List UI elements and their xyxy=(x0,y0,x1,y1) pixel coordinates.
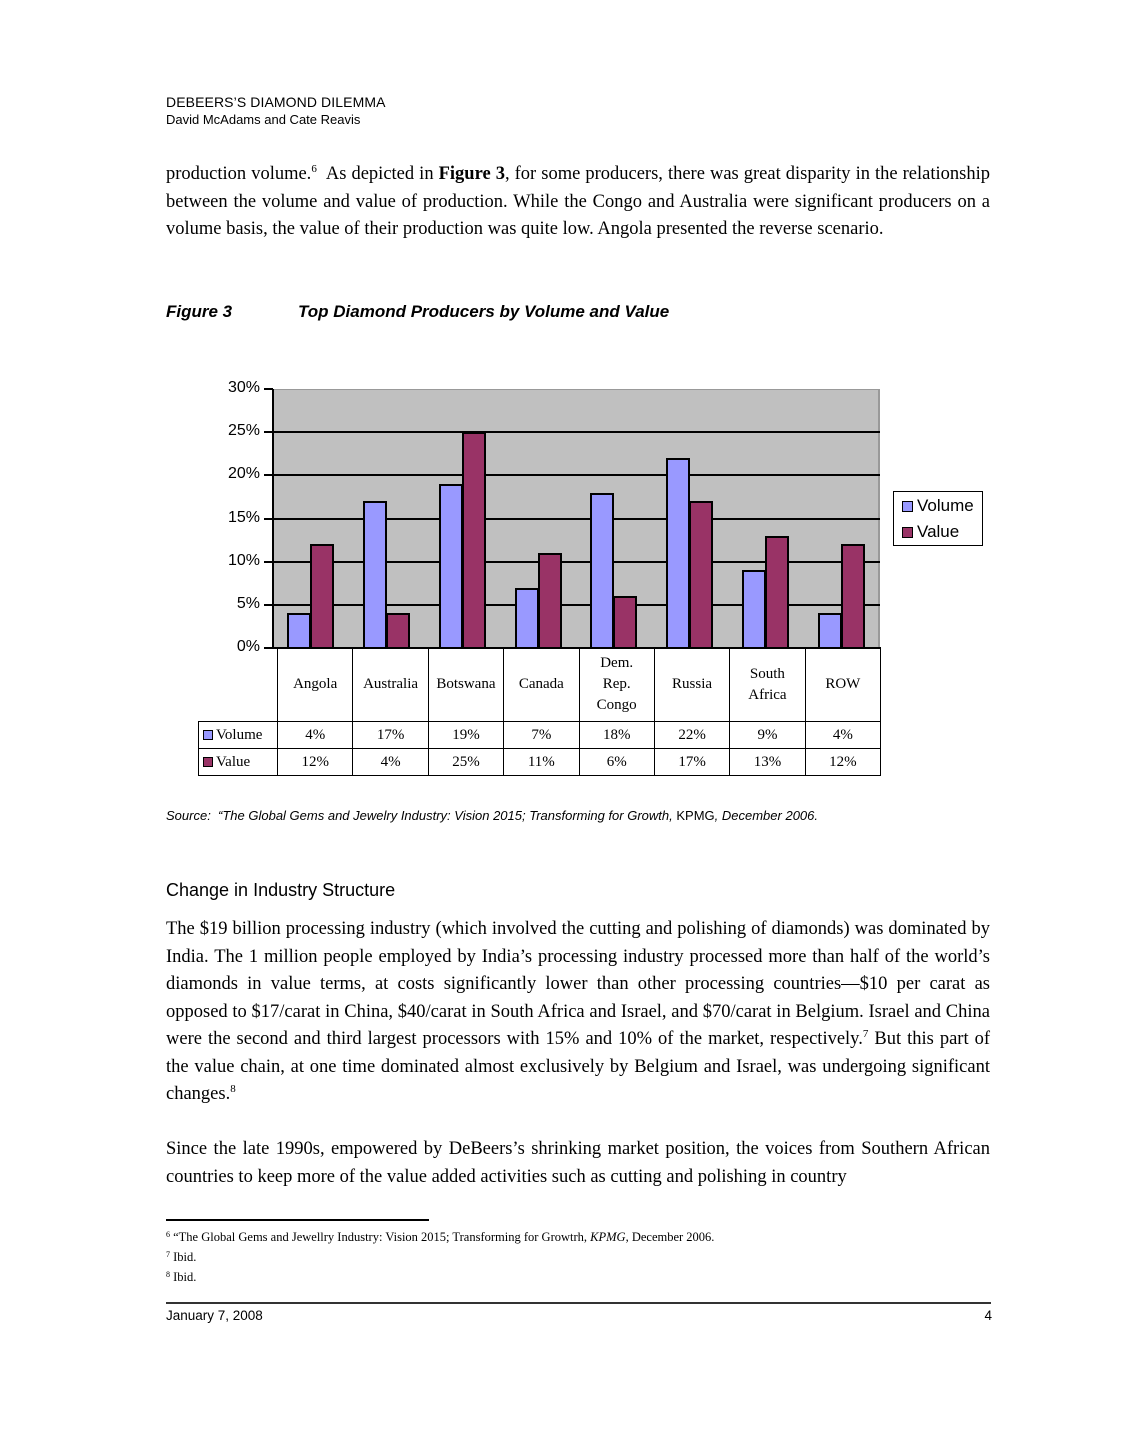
table-cell: 19% xyxy=(428,722,503,749)
intro-paragraph xyxy=(166,161,990,244)
category-label xyxy=(504,648,579,722)
figure-source xyxy=(166,808,818,823)
footnote-number: 8 xyxy=(166,1270,170,1279)
y-tick-label: 25% xyxy=(227,422,260,440)
legend-label-value: Value xyxy=(917,522,960,541)
footnote-ref-6[interactable]: 6 xyxy=(311,163,317,175)
source-org: KPMG xyxy=(676,808,715,823)
bar-value-row xyxy=(841,544,865,648)
paragraph-text-1: The $19 billion processing industry (which involved the cutting and polishing of diamonds) was dominated by India. The 1 million people employed by India’s processing industry processed more than half of the world’s diamonds in value terms, at costs significantly lower than other processing countries—$10 per carat as opposed to $17/carat in China, $40/carat in South Africa and Israel, and $70/carat in Belgium. Israel and China were the second and third largest processors with 15% and 10% of the market, respectively. xyxy=(166,919,990,1049)
table-cell: 13% xyxy=(730,749,805,776)
value-row xyxy=(199,749,881,776)
footer-rule xyxy=(166,1302,991,1304)
table-corner xyxy=(199,648,278,722)
bar-volume-dem-rep-congo xyxy=(590,493,614,648)
figure-title: Top Diamond Producers by Volume and Value xyxy=(298,302,670,321)
bar-value-south-africa xyxy=(765,536,789,648)
bar-volume-canada xyxy=(515,588,539,648)
footer-date: January 7, 2008 xyxy=(166,1308,263,1323)
footnote-publisher: KPMG xyxy=(590,1230,626,1244)
table-cell: 22% xyxy=(654,722,729,749)
legend-label-volume: Volume xyxy=(917,496,974,515)
section-paragraph-2: Since the late 1990s, empowered by DeBeers’s shrinking market position, the voices from Southern African countries to keep more of the value added activities such as cutting and polishing in country xyxy=(166,1139,990,1187)
value-swatch-icon xyxy=(902,527,913,538)
table-cell: 4% xyxy=(353,749,428,776)
table-cell: 4% xyxy=(805,722,880,749)
chart-legend xyxy=(893,491,983,546)
legend-item-value xyxy=(902,522,959,542)
footnote-number: 7 xyxy=(166,1250,170,1259)
bar-value-angola xyxy=(310,544,334,648)
footnote-text: “The Global Gems and Jewellry Industry: Vision 2015; Transforming for Growtrh, xyxy=(170,1230,591,1244)
footnote-number: 6 xyxy=(166,1230,170,1239)
volume-row-header xyxy=(199,722,278,749)
chart-data-table xyxy=(198,647,881,776)
table-cell: 18% xyxy=(579,722,654,749)
table-cell: 6% xyxy=(579,749,654,776)
bar-volume-australia xyxy=(363,501,387,648)
table-cell: 17% xyxy=(654,749,729,776)
bar-value-russia xyxy=(689,501,713,648)
paragraph-text-2: But this part of the value chain, at one time dominated almost exclusively by Belgium and Israel, was undergoing significant changes. xyxy=(166,1029,990,1104)
table-cell: 12% xyxy=(278,749,353,776)
table-cell: 17% xyxy=(353,722,428,749)
volume-swatch-icon xyxy=(902,501,913,512)
category-label xyxy=(730,648,805,722)
y-axis xyxy=(272,389,274,649)
y-tick-label: 5% xyxy=(236,594,260,612)
table-cell: 7% xyxy=(504,722,579,749)
document-authors: David McAdams and Cate Reavis xyxy=(166,112,361,127)
volume-swatch-icon xyxy=(203,730,213,740)
intro-text-3: , for some producers, there was great disparity in the relationship between the volume and value of production. While the Congo and Australia were significant producers on a volume basis, the value of their production was quite low. Angola presented the reverse scenario. xyxy=(166,164,990,239)
category-label-line: Angola xyxy=(293,676,338,692)
intro-text-1: production volume. xyxy=(166,164,312,184)
bars xyxy=(273,389,880,648)
category-label-line: Africa xyxy=(748,686,787,703)
figure-label: Figure 3 xyxy=(166,302,233,321)
bar-volume-south-africa xyxy=(742,570,766,648)
bar-volume-angola xyxy=(287,613,311,648)
table-cell: 9% xyxy=(730,722,805,749)
footnote-text: Ibid. xyxy=(170,1270,197,1284)
category-label xyxy=(654,648,729,722)
category-label xyxy=(579,648,654,722)
table-cell: 25% xyxy=(428,749,503,776)
footnote-text: Ibid. xyxy=(170,1250,197,1264)
intro-text-2: As depicted in xyxy=(316,164,439,184)
footnote-separator xyxy=(166,1219,429,1221)
footnote-date: , December 2006. xyxy=(625,1230,715,1244)
category-label-line: Australia xyxy=(363,676,419,692)
section-heading: Change in Industry Structure xyxy=(166,880,396,900)
category-label-line: Rep. xyxy=(602,676,631,692)
category-label xyxy=(428,648,503,722)
footnote-ref-8[interactable]: 8 xyxy=(230,1083,236,1095)
value-swatch-icon xyxy=(203,757,213,767)
volume-row xyxy=(199,722,881,749)
category-label-line: Canada xyxy=(518,676,564,692)
table-cell: 4% xyxy=(278,722,353,749)
category-label-line: South xyxy=(749,665,785,682)
y-tick-label: 20% xyxy=(227,465,260,483)
footnote-6 xyxy=(166,1230,714,1245)
y-tick-label: 0% xyxy=(236,638,260,655)
source-text: Source: “The Global Gems and Jewelry Industry: Vision 2015; Transforming for Growth, xyxy=(166,808,677,823)
category-label-line: Congo xyxy=(596,697,637,713)
category-label-line: ROW xyxy=(825,676,861,692)
page-number: 4 xyxy=(984,1308,992,1323)
bar-volume-russia xyxy=(666,458,690,648)
table-cell: 12% xyxy=(805,749,880,776)
bar-value-canada xyxy=(538,553,562,648)
category-label-line: Dem. xyxy=(600,655,634,671)
category-label xyxy=(805,648,880,722)
value-row-header xyxy=(199,749,278,776)
legend-item-volume xyxy=(902,496,974,516)
y-tick-label: 30% xyxy=(227,379,260,396)
y-tick-label: 15% xyxy=(227,508,260,526)
category-label-line: Botswana xyxy=(436,676,496,692)
document-title: DEBEERS’S DIAMOND DILEMMA xyxy=(166,94,386,110)
bar-value-australia xyxy=(386,613,410,648)
section-paragraph-1 xyxy=(166,916,990,1109)
category-label xyxy=(353,648,428,722)
bar-value-dem-rep-congo xyxy=(613,596,637,648)
volume-row-label: Volume xyxy=(216,726,263,743)
footnote-7 xyxy=(166,1250,196,1265)
bar-value-botswana xyxy=(462,432,486,648)
bar-volume-botswana xyxy=(439,484,463,648)
figure-reference: Figure 3 xyxy=(438,164,505,184)
y-tick-label: 10% xyxy=(227,551,260,569)
category-label-line: Russia xyxy=(672,676,713,692)
table-cell: 11% xyxy=(504,749,579,776)
category-label xyxy=(278,648,353,722)
bar-volume-row xyxy=(818,613,842,648)
category-row xyxy=(199,648,881,722)
value-row-label: Value xyxy=(216,753,251,770)
source-date: , December 2006. xyxy=(714,808,818,823)
footnote-ref-7[interactable]: 7 xyxy=(862,1028,869,1040)
footnote-8 xyxy=(166,1270,196,1285)
